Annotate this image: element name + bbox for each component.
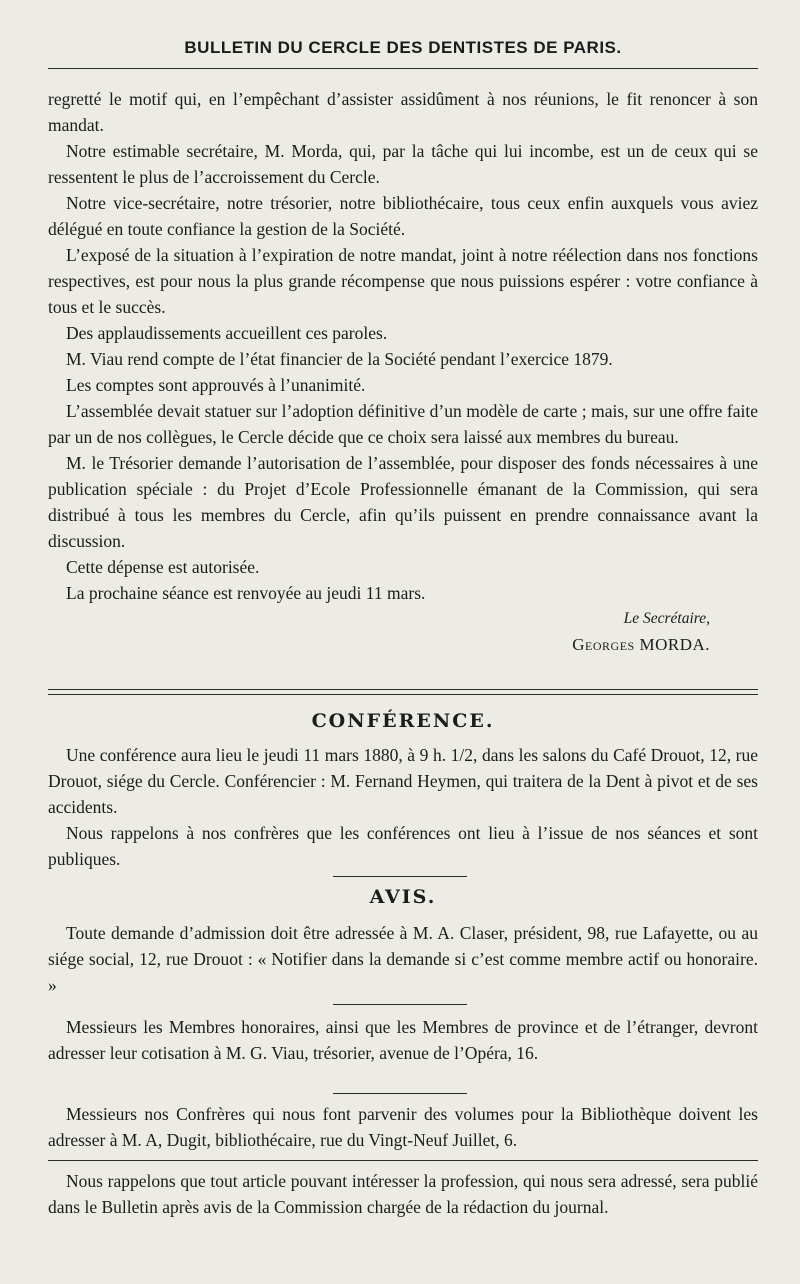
minutes-paragraph: M. Viau rend compte de l’état financier de la Société pendant l’exercice 1879. [66,349,613,369]
conference-paragraph: Une conférence aura lieu le jeudi 11 mars 1880, à 9 h. 1/2, dans les salons du Café Drouot, 12, rue Drouot, siége du Cercle. Conférencier : M. Fernand Heymen, qui traitera de la Dent à pivot et de ses accidents. [48,745,758,817]
minutes-paragraph: Cette dépense est autorisée. [66,557,260,577]
minutes-paragraph: regretté le motif qui, en l’empêchant d’assister assidûment à nos réunions, le fit renoncer à son mandat. [48,89,758,135]
avis-paragraph: Messieurs les Membres honoraires, ainsi que les Membres de province et de l’étranger, devront adresser leur cotisation à M. G. Viau, trésorier, avenue de l’Opéra, 16. [48,1017,758,1063]
minutes-paragraph: M. le Trésorier demande l’autorisation de l’assemblée, pour disposer des fonds nécessaires à une publication spéciale : du Projet d’Ecole Professionnelle émanant de la Commission, qui sera distribué à tous les membres du Cercle, afin qu’ils puissent en prendre connaissance avant la discussion. [48,453,758,551]
avis-paragraph: Nous rappelons que tout article pouvant intéresser la profession, qui nous sera adressé, sera publié dans le Bulletin après avis de la Commission chargée de la rédaction du journal. [48,1171,758,1217]
conference-section [48,742,758,872]
minutes-paragraph: L’exposé de la situation à l’expiration de notre mandat, joint à notre réélection dans nos fonctions respectives, est pour nous la plus grande récompense que nous puissions espérer : votre confiance à tous et le succès. [48,245,758,317]
separator-rule [333,1093,467,1094]
minutes-section [48,86,758,658]
section-double-rule-top [48,689,758,690]
minutes-paragraph: La prochaine séance est renvoyée au jeudi 11 mars. [66,583,426,603]
signature-role: Le Secrétaire, [623,610,710,627]
minutes-paragraph: Notre vice-secrétaire, notre trésorier, notre bibliothécaire, tous ceux enfin auxquels vous aviez délégué en toute confiance la gestion de la Société. [48,193,758,239]
separator-rule [333,876,467,877]
avis-paragraph: Messieurs nos Confrères qui nous font parvenir des volumes pour la Bibliothèque doivent les adresser à M. A, Dugit, bibliothécaire, rue du Vingt-Neuf Juillet, 6. [48,1104,758,1150]
minutes-paragraph: Les comptes sont approuvés à l’unanimité. [66,375,366,395]
avis-title: AVIS. [369,886,437,908]
minutes-paragraph: Des applaudissements accueillent ces paroles. [66,323,388,343]
separator-rule [333,1004,467,1005]
full-rule [48,1160,758,1161]
running-header: BULLETIN DU CERCLE DES DENTISTES DE PARIS. [184,38,622,57]
avis-cotisation [48,1014,758,1066]
header-rule [48,68,758,69]
signature-name: Georges MORDA. [572,635,710,654]
avis-paragraph: Toute demande d’admission doit être adressée à M. A. Claser, président, 98, rue Lafayette, ou au siége social, 12, rue Drouot : « Notifier dans la demande si c’est comme membre actif ou honoraire. » [48,923,758,995]
avis-articles [48,1168,758,1220]
conference-paragraph: Nous rappelons à nos confrères que les conférences ont lieu à l’issue de nos séances et sont publiques. [48,823,758,869]
section-double-rule-bottom [48,694,758,695]
minutes-paragraph: Notre estimable secrétaire, M. Morda, qui, par la tâche qui lui incombe, est un de ceux qui se ressentent le plus de l’accroissement du Cercle. [48,141,758,187]
avis-admission [48,920,758,998]
avis-bibliotheque [48,1101,758,1153]
minutes-paragraph: L’assemblée devait statuer sur l’adoption définitive d’un modèle de carte ; mais, sur une offre faite par un de nos collègues, le Cercle décide que ce choix sera laissé aux membres du bureau. [48,401,758,447]
conference-title: CONFÉRENCE. [311,710,495,732]
